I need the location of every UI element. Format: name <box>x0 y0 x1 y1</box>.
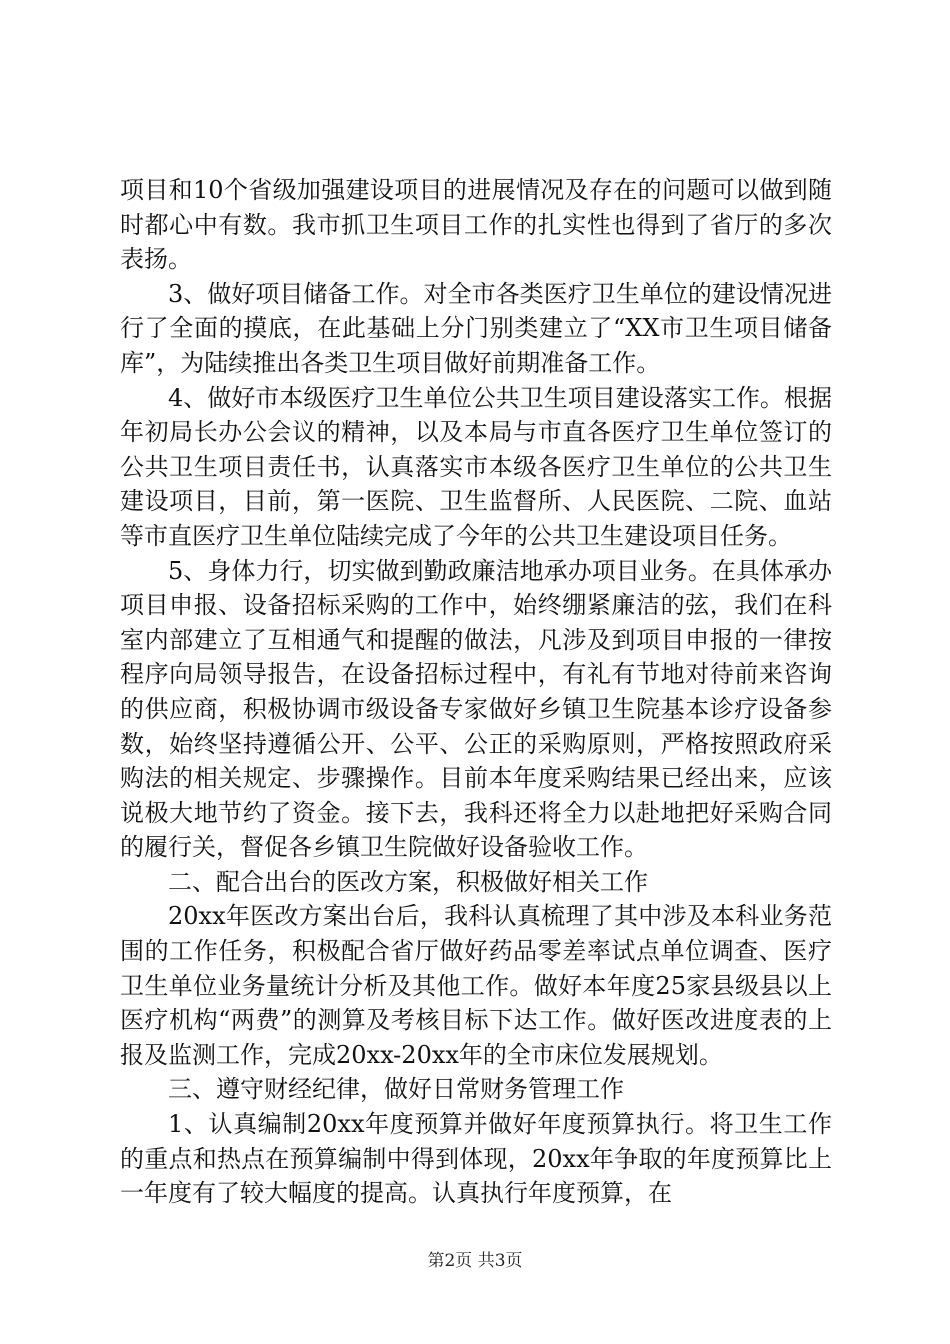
paragraph-2: 3、做好项目储备工作。对全市各类医疗卫生单位的建设情况进行了全面的摸底，在此基础上分门别类建立了“XX市卫生项目储备库”，为陆续推出各类卫生项目做好前期准备工作。 <box>120 279 832 377</box>
section-heading-2: 二、配合出台的医改方案，积极做好相关工作 <box>168 867 648 896</box>
paragraph-6: 1、认真编制20xx年度预算并做好年度预算执行。将卫生工作的重点和热点在预算编制中得到体现，20xx年争取的年度预算比上一年度有了较大幅度的提高。认真执行年度预算，在 <box>120 1110 832 1208</box>
paragraph-4: 5、身体力行，切实做到勤政廉洁地承办项目业务。在具体承办项目申报、设备招标采购的工作中，始终绷紧廉洁的弦，我们在科室内部建立了互相通气和提醒的做法，凡涉及到项目申报的一律按程序向局领导报告，在设备招标过程中，有礼有节地对待前来咨询的供应商，积极协调市级设备专家做好乡镇卫生院基本诊疗设备参数，始终坚持遵循公开、公平、公正的采购原则，严格按照政府采购法的相关规定、步骤操作。目前本年度采购结果已经出来，应该说极大地节约了资金。接下去，我科还将全力以赴地把好采购合同的履行关，督促各乡镇卫生院做好设备验收工作。 <box>120 556 832 862</box>
paragraph-1: 项目和10个省级加强建设项目的进展情况及存在的问题可以做到随时都心中有数。我市抓卫生项目工作的扎实性也得到了省厅的多次表扬。 <box>120 176 832 274</box>
page-footer: 第2页 共3页 <box>427 1251 523 1271</box>
paragraph-5: 20xx年医改方案出台后，我科认真梳理了其中涉及本科业务范围的工作任务，积极配合省厅做好药品零差率试点单位调查、医疗卫生单位业务量统计分析及其他工作。做好本年度25家县级县以上医疗机构“两费”的测算及考核目标下达工作。做好医改进度表的上报及监测工作，完成20xx-20xx年的全市床位发展规划。 <box>120 902 832 1069</box>
document-body <box>120 173 832 1211</box>
paragraph-3: 4、做好市本级医疗卫生单位公共卫生项目建设落实工作。根据年初局长办公会议的精神，以及本局与市直各医疗卫生单位签订的公共卫生项目责任书，认真落实市本级各医疗卫生单位的公共卫生建设项目，目前，第一医院、卫生监督所、人民医院、二院、血站等市直医疗卫生单位陆续完成了今年的公共卫生建设项目任务。 <box>120 383 832 550</box>
section-heading-3: 三、遵守财经纪律，做好日常财务管理工作 <box>168 1075 624 1104</box>
